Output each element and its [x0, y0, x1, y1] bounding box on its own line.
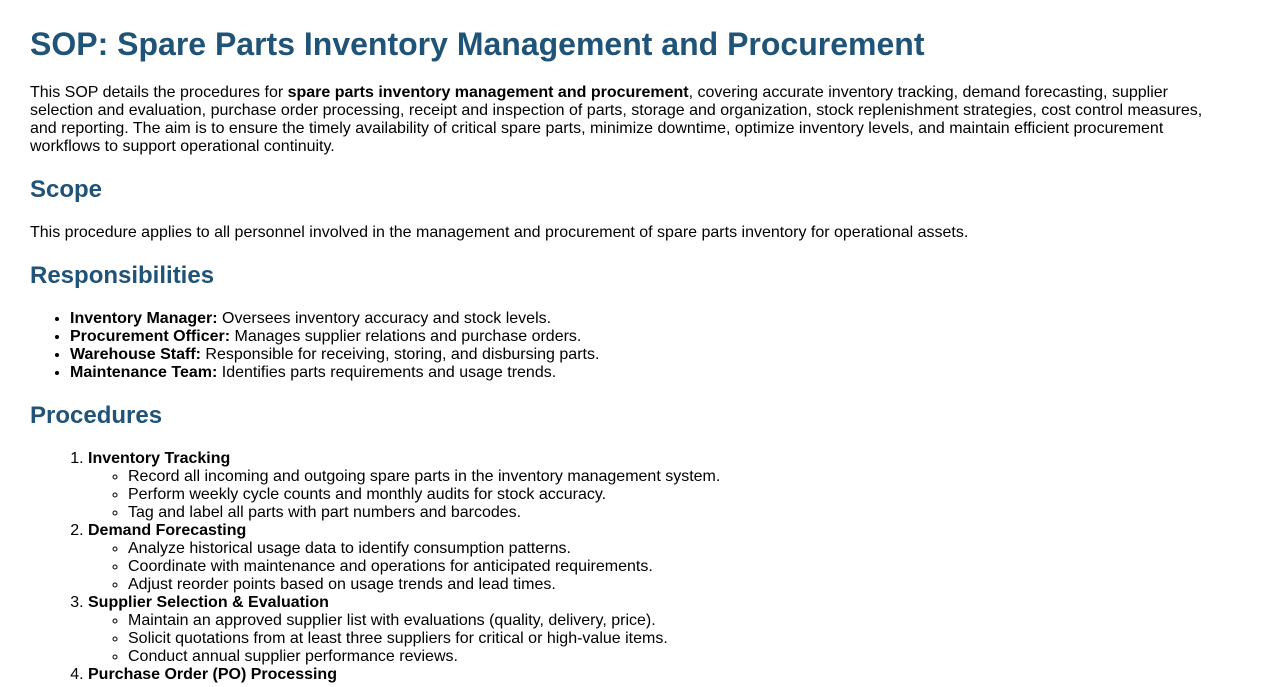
- substep: ◦ Maintain an approved supplier list with evaluations (quality, delivery, price).: [128, 612, 1233, 630]
- section-heading-procedures: Procedures: [30, 402, 163, 429]
- substep: ◦ Adjust reorder points based on usage trends and lead times.: [128, 576, 1233, 594]
- role-description: Identifies parts requirements and usage trends.: [217, 364, 557, 381]
- procedure-step-purchase-order-processing: [88, 666, 1233, 684]
- substep-list: [88, 540, 1233, 594]
- role-description: Responsible for receiving, storing, and disbursing parts.: [200, 346, 600, 363]
- intro-text-after: , covering accurate inventory tracking, demand forecasting, supplier selection and evaluation, purchase order processing, receipt and inspection of parts, storage and organization, stock replenishment strategies, cost control measures, and reporting. The aim is to ensure the timely availability of critical spare parts, minimize downtime, optimize inventory levels, and maintain efficient procurement workflows to support operational continuity.: [30, 84, 1203, 155]
- intro-text-bold: spare parts inventory management and procurement: [287, 84, 689, 101]
- responsibility-item-warehouse-staff: [70, 346, 1233, 364]
- procedure-step-demand-forecasting: [88, 522, 1233, 594]
- procedure-step-inventory-tracking: [88, 450, 1233, 522]
- intro-paragraph: [30, 84, 1233, 156]
- step-title: Demand Forecasting: [88, 522, 247, 539]
- role-label: Warehouse Staff:: [70, 346, 201, 363]
- substep: ◦ Coordinate with maintenance and operations for anticipated requirements.: [128, 558, 1233, 576]
- substep: ◦ Conduct annual supplier performance reviews.: [128, 648, 1233, 666]
- substep-list: [88, 468, 1233, 522]
- procedures-list: [30, 450, 1233, 684]
- intro-text-before: This SOP details the procedures for: [30, 84, 288, 101]
- responsibility-item-maintenance-team: [70, 364, 1233, 382]
- role-label: Inventory Manager:: [70, 310, 218, 327]
- step-title: Inventory Tracking: [88, 450, 231, 467]
- role-description: Manages supplier relations and purchase orders.: [230, 328, 582, 345]
- scope-paragraph: This procedure applies to all personnel involved in the management and procurement of spare parts inventory for operational assets.: [30, 224, 969, 241]
- substep: ◦ Analyze historical usage data to identify consumption patterns.: [128, 540, 1233, 558]
- substep: ◦ Tag and label all parts with part numbers and barcodes.: [128, 504, 1233, 522]
- role-label: Procurement Officer:: [70, 328, 231, 345]
- substep: ◦ Perform weekly cycle counts and monthly audits for stock accuracy.: [128, 486, 1233, 504]
- procedure-step-supplier-selection-evaluation: [88, 594, 1233, 666]
- role-description: Oversees inventory accuracy and stock levels.: [217, 310, 552, 327]
- responsibilities-list: [30, 310, 1233, 382]
- substep: ◦ Record all incoming and outgoing spare parts in the inventory management system.: [128, 468, 1233, 486]
- section-heading-scope: Scope: [30, 176, 103, 203]
- page-title: SOP: Spare Parts Inventory Management and Procurement: [30, 26, 925, 62]
- section-heading-responsibilities: Responsibilities: [30, 262, 215, 289]
- step-title: Supplier Selection & Evaluation: [88, 594, 329, 611]
- step-title: Purchase Order (PO) Processing: [88, 666, 337, 683]
- role-label: Maintenance Team:: [70, 364, 218, 381]
- responsibility-item-inventory-manager: [70, 310, 1233, 328]
- substep: ◦ Solicit quotations from at least three suppliers for critical or high-value items.: [128, 630, 1233, 648]
- substep-list: [88, 612, 1233, 666]
- responsibility-item-procurement-officer: [70, 328, 1233, 346]
